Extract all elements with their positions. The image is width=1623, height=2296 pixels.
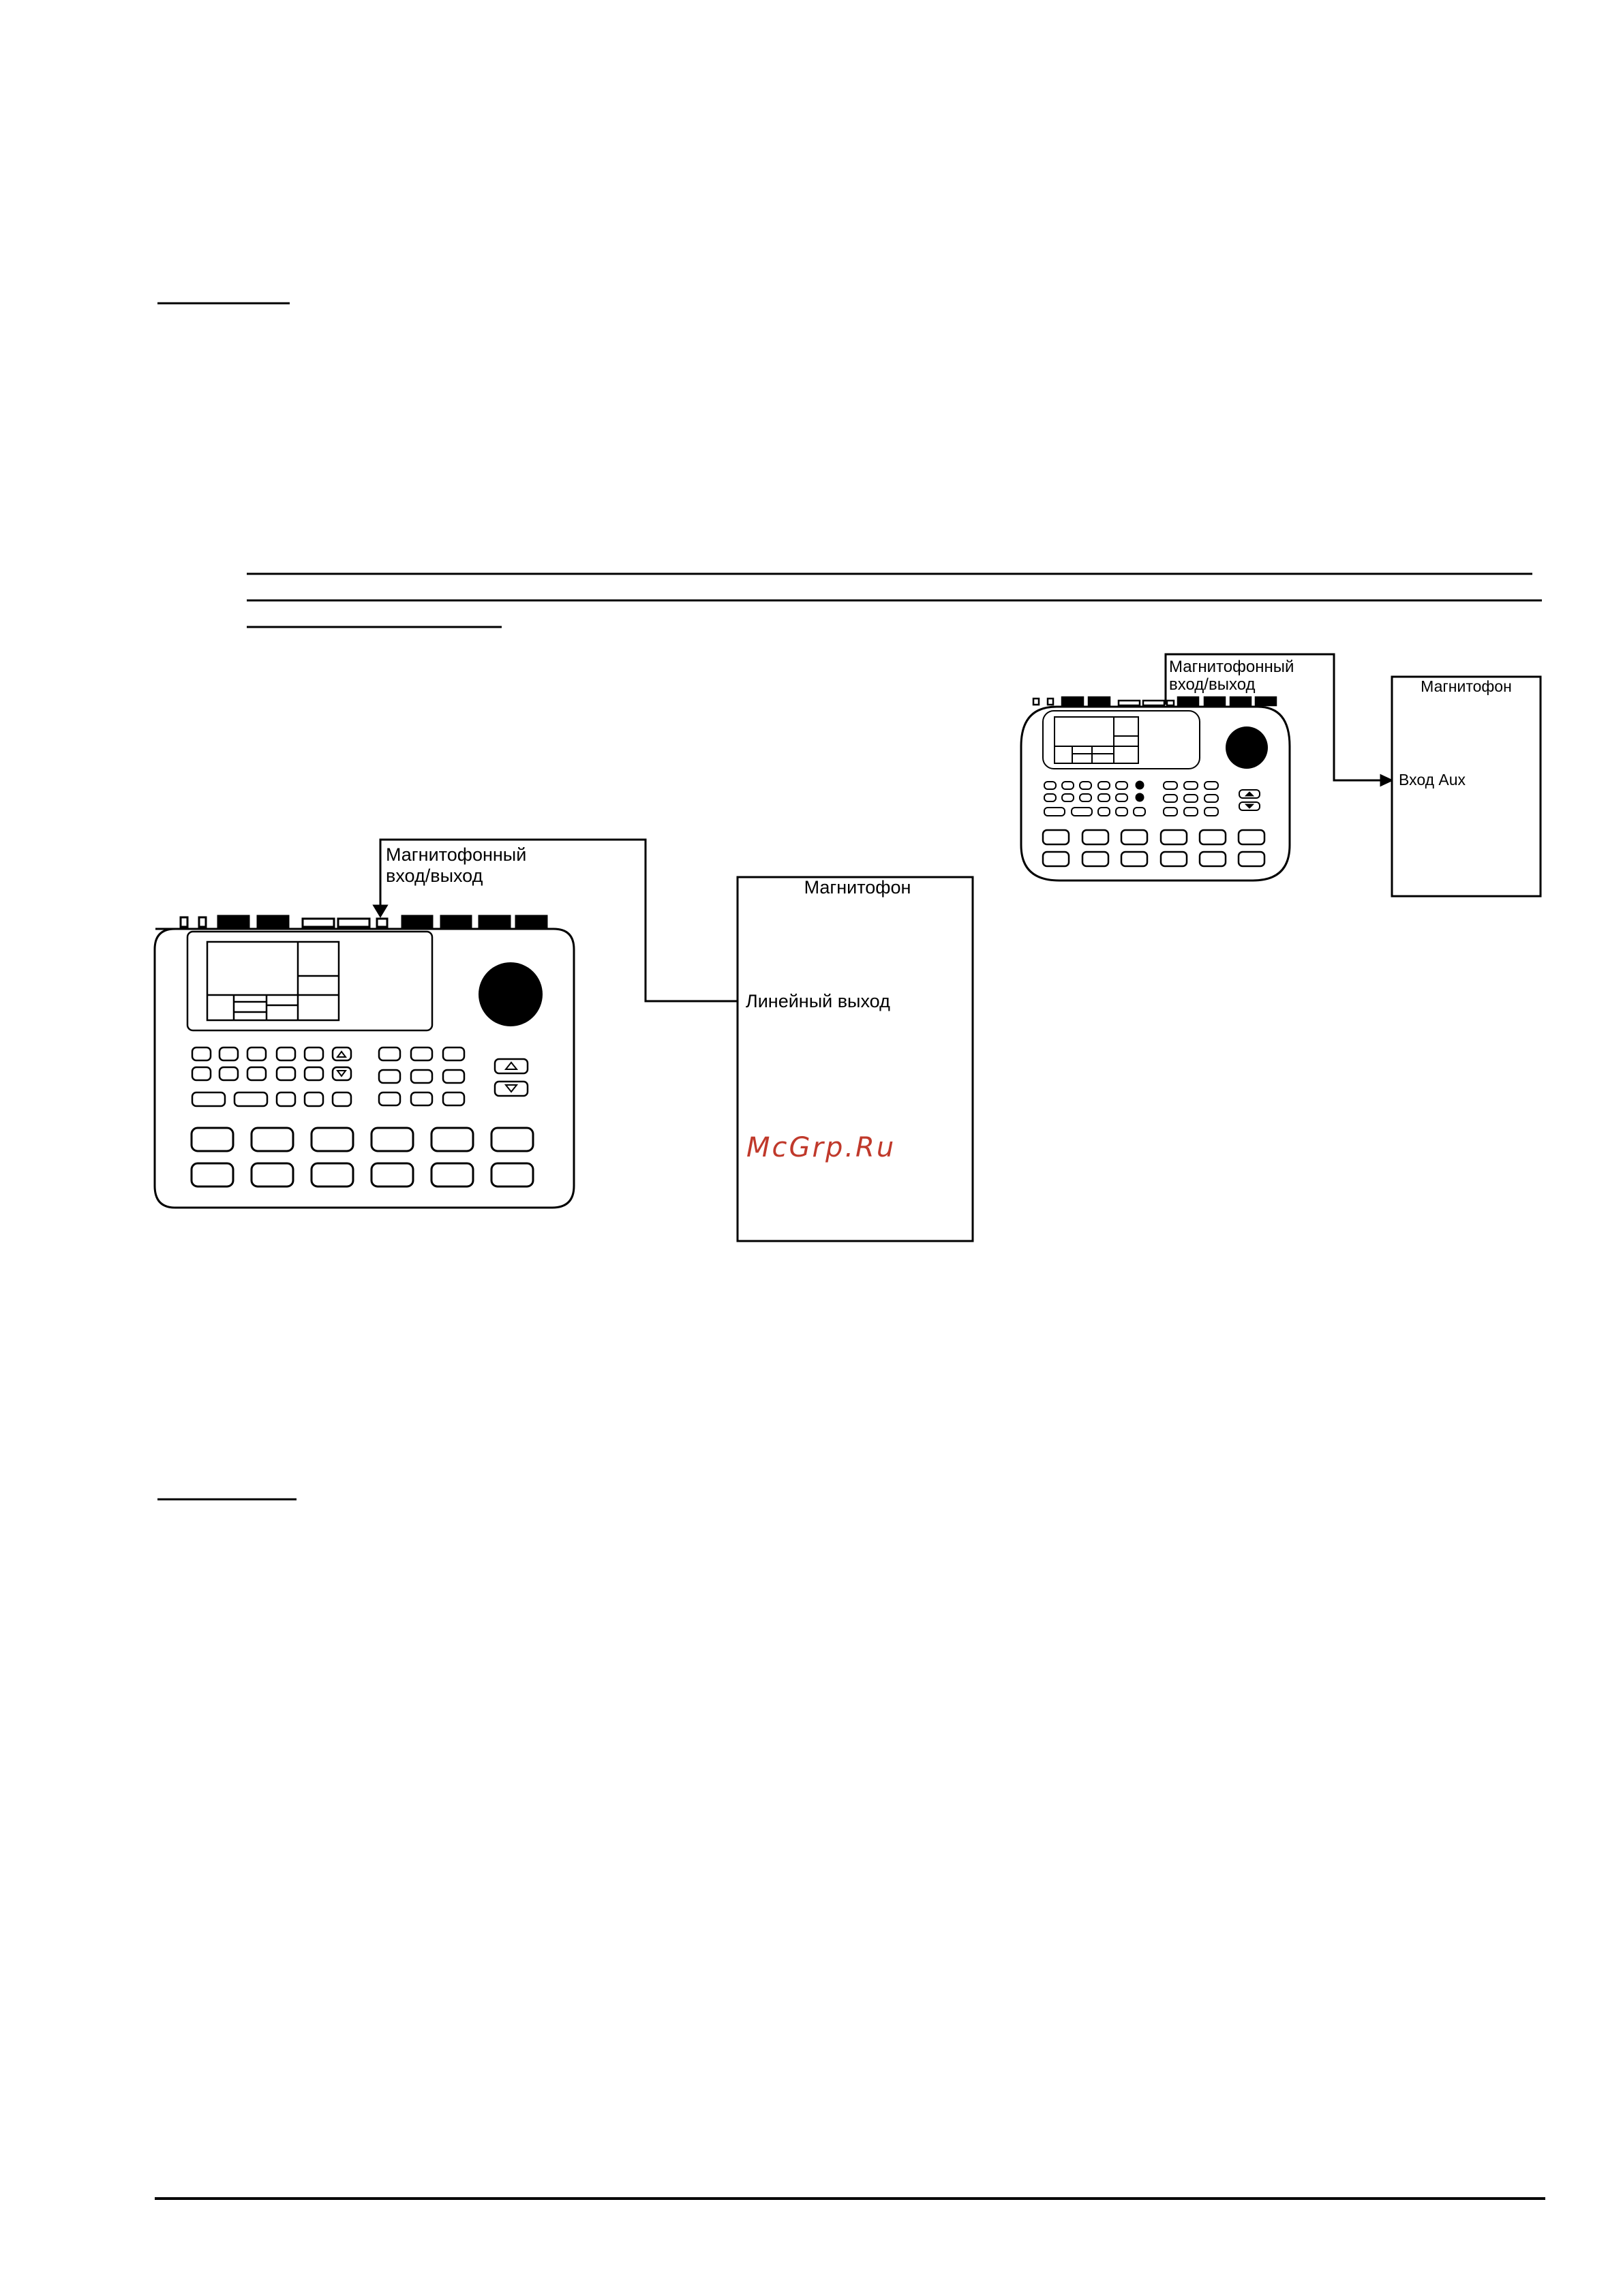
button[interactable] <box>1116 794 1127 801</box>
recorder-port-label: Вход Aux <box>1399 771 1466 789</box>
pad[interactable] <box>312 1163 353 1187</box>
pad[interactable] <box>192 1163 233 1187</box>
pad[interactable] <box>1043 852 1069 866</box>
pad[interactable] <box>1082 830 1108 844</box>
button[interactable] <box>219 1067 238 1080</box>
button[interactable] <box>1184 782 1198 789</box>
jack-label-line2: вход/выход <box>1169 675 1256 694</box>
pad[interactable] <box>1200 852 1226 866</box>
button[interactable] <box>333 1092 351 1106</box>
data-wheel[interactable] <box>1226 726 1268 769</box>
button[interactable] <box>305 1092 323 1106</box>
button[interactable] <box>1062 782 1074 789</box>
button[interactable] <box>234 1092 267 1106</box>
arrowhead-icon <box>1381 776 1391 785</box>
pad[interactable] <box>1121 852 1147 866</box>
button[interactable] <box>219 1047 238 1060</box>
button[interactable] <box>379 1070 400 1083</box>
recorder-port-label: Линейный выход <box>746 991 890 1011</box>
button[interactable] <box>1098 782 1110 789</box>
button[interactable] <box>411 1092 432 1105</box>
down-button[interactable] <box>495 1082 528 1096</box>
button[interactable] <box>1080 782 1091 789</box>
button[interactable] <box>379 1092 400 1105</box>
button[interactable] <box>1044 794 1056 801</box>
button[interactable] <box>411 1047 432 1060</box>
jack-label-line1: Магнитофонный <box>1169 658 1294 676</box>
button[interactable] <box>277 1047 295 1060</box>
button[interactable] <box>1164 808 1177 816</box>
button[interactable] <box>305 1067 323 1080</box>
pad[interactable] <box>1200 830 1226 844</box>
button[interactable] <box>411 1070 432 1083</box>
button[interactable] <box>1184 795 1198 802</box>
jack-label-line1: Магнитофонный <box>386 844 527 865</box>
button[interactable] <box>443 1092 464 1105</box>
button[interactable] <box>1044 782 1056 789</box>
pad[interactable] <box>192 1128 233 1151</box>
recorder-title: Магнитофон <box>1421 677 1512 695</box>
button[interactable] <box>443 1070 464 1083</box>
button[interactable] <box>305 1047 323 1060</box>
button[interactable] <box>1080 794 1091 801</box>
pad[interactable] <box>1239 852 1264 866</box>
watermark-text: McGrp.Ru <box>746 1132 896 1163</box>
button[interactable] <box>1116 782 1127 789</box>
button[interactable] <box>192 1067 211 1080</box>
button[interactable] <box>1184 808 1198 816</box>
recorder-box <box>738 877 973 1241</box>
recorder-title: Магнитофон <box>804 877 911 898</box>
pad[interactable] <box>431 1163 473 1187</box>
diagram-line-out <box>155 840 973 1241</box>
button[interactable] <box>379 1047 400 1060</box>
up-button[interactable] <box>495 1059 528 1073</box>
pad[interactable] <box>491 1128 533 1151</box>
button[interactable] <box>1164 795 1177 802</box>
arrowhead-icon <box>374 906 386 916</box>
button[interactable] <box>1204 795 1218 802</box>
button[interactable] <box>1044 808 1065 816</box>
pad[interactable] <box>252 1128 293 1151</box>
pad[interactable] <box>1082 852 1108 866</box>
device-top-jacks <box>1033 697 1276 705</box>
pad[interactable] <box>1161 830 1187 844</box>
button[interactable] <box>247 1067 266 1080</box>
pad[interactable] <box>1239 830 1264 844</box>
button[interactable] <box>1098 794 1110 801</box>
device-top-jacks <box>181 916 547 928</box>
button[interactable] <box>333 1067 351 1080</box>
button-dot-icon <box>1136 793 1144 801</box>
pad[interactable] <box>1161 852 1187 866</box>
button[interactable] <box>333 1047 351 1060</box>
jack-label-line2: вход/выход <box>386 866 483 886</box>
button[interactable] <box>1204 782 1218 789</box>
diagram-aux-in <box>1021 654 1541 896</box>
pad[interactable] <box>252 1163 293 1187</box>
button[interactable] <box>1134 808 1145 816</box>
button[interactable] <box>247 1047 266 1060</box>
button[interactable] <box>1116 808 1127 816</box>
button[interactable] <box>1164 782 1177 789</box>
document-rules <box>155 303 1545 2199</box>
button[interactable] <box>1072 808 1092 816</box>
button[interactable] <box>1204 808 1218 816</box>
button[interactable] <box>192 1047 211 1060</box>
pad[interactable] <box>1121 830 1147 844</box>
pad[interactable] <box>491 1163 533 1187</box>
pad[interactable] <box>431 1128 473 1151</box>
button-dot-icon <box>1136 781 1144 789</box>
button[interactable] <box>443 1047 464 1060</box>
pad[interactable] <box>371 1128 413 1151</box>
button[interactable] <box>277 1067 295 1080</box>
pad[interactable] <box>312 1128 353 1151</box>
button[interactable] <box>1098 808 1110 816</box>
button[interactable] <box>277 1092 295 1106</box>
data-wheel[interactable] <box>479 962 543 1026</box>
pad[interactable] <box>371 1163 413 1187</box>
pad[interactable] <box>1043 830 1069 844</box>
button[interactable] <box>1062 794 1074 801</box>
button[interactable] <box>192 1092 225 1106</box>
